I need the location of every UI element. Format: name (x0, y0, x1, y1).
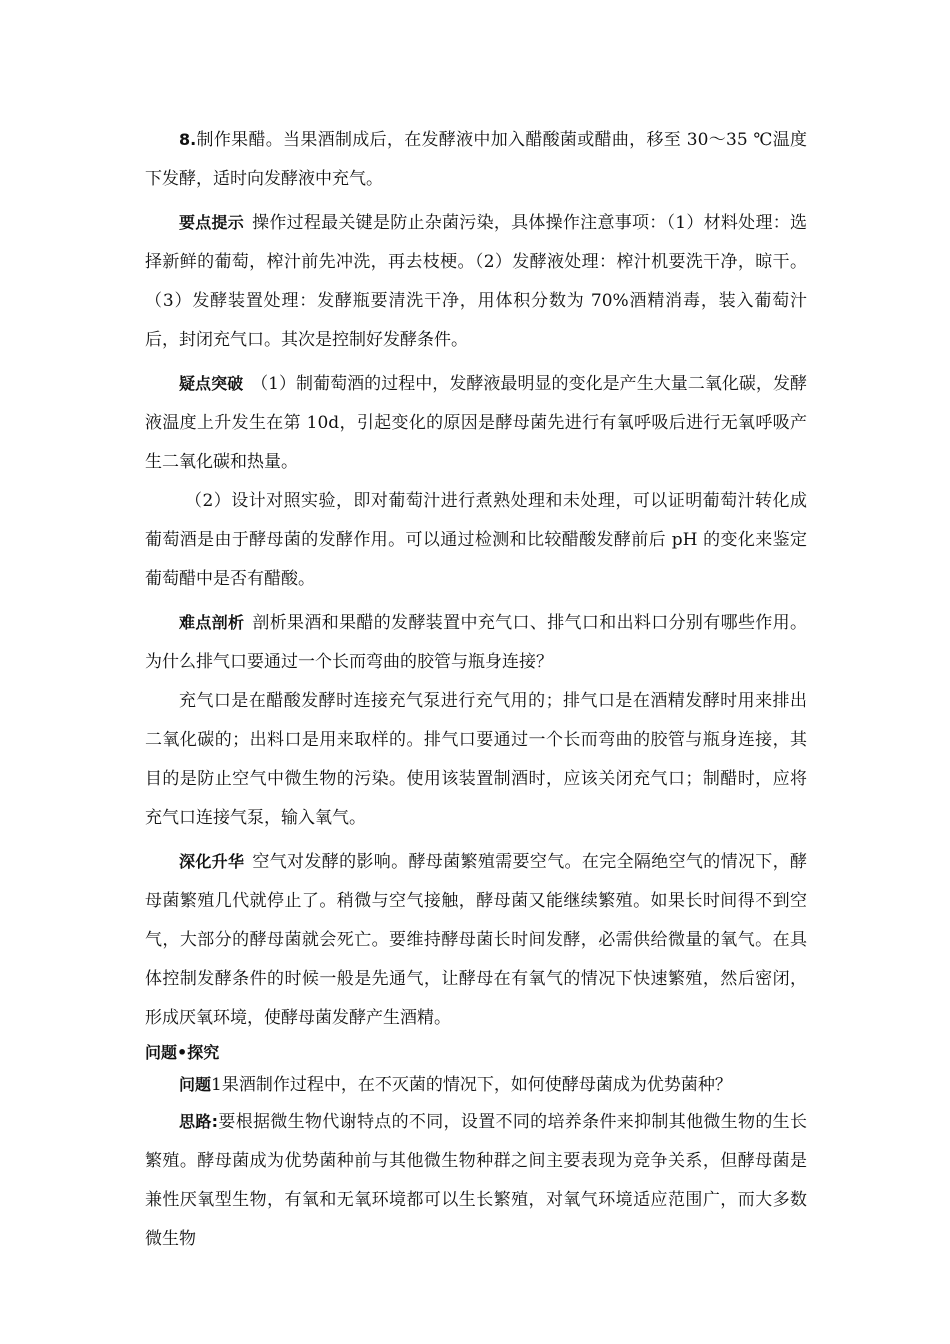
paragraph-doubts (145, 364, 807, 482)
step-8-text: 制作果醋。当果酒制成后，在发酵液中加入醋酸菌或醋曲，移至 30～35 ℃温度下发酵，适时向发酵液中充气。 (145, 130, 807, 189)
deepen-heading: 深化升华 (179, 852, 245, 871)
key-points-text: 操作过程最关键是防止杂菌污染，具体操作注意事项：（1）材料处理：选择新鲜的葡萄，榨汁前先冲洗，再去枝梗。（2）发酵液处理：榨汁机要洗干净，晾干。（3）发酵装置处理：发酵瓶要清洗干净，用体积分数为 70%酒精消毒，装入葡萄汁后，封闭充气口。其次是控制好发酵条件。 (145, 213, 807, 350)
difficulty-question: 剖析果酒和果醋的发酵装置中充气口、排气口和出料口分别有哪些作用。为什么排气口要通过一个长而弯曲的胶管与瓶身连接？ (145, 613, 807, 672)
paragraph-deepen (145, 842, 807, 1038)
thinking-text: 要根据微生物代谢特点的不同，设置不同的培养条件来抑制其他微生物的生长繁殖。酵母菌成为优势菌种前与其他微生物种群之间主要表现为竞争关系，但酵母菌是兼性厌氧型生物，有氧和无氧环境都可以生长繁殖，对氧气环境适应范围广，而大多数微生物 (145, 1112, 807, 1249)
paragraph-difficulty (145, 603, 807, 682)
question-1-heading: 问题 (179, 1075, 212, 1094)
paragraph-thinking (145, 1102, 807, 1259)
step-8-number: 8. (179, 130, 197, 149)
doubts-text-1: （1）制葡萄酒的过程中，发酵液最明显的变化是产生大量二氧化碳，发酵液温度上升发生在第 10d，引起变化的原因是酵母菌先进行有氧呼吸后进行无氧呼吸产生二氧化碳和热量。 (145, 374, 807, 472)
doubts-heading: 疑点突破 (179, 374, 244, 393)
doubts-text-2: （2）设计对照实验，即对葡萄汁进行煮熟处理和未处理，可以证明葡萄汁转化成葡萄酒是由于酵母菌的发酵作用。可以通过检测和比较醋酸发酵前后 pH 的变化来鉴定葡萄醋中是否有醋酸。 (145, 491, 807, 589)
paragraph-key-points (145, 203, 807, 360)
paragraph-step-8 (145, 120, 807, 199)
question-1-number: 1 (211, 1075, 222, 1095)
section-title: 问题•探究 (145, 1043, 220, 1062)
paragraph-doubts-2 (145, 482, 807, 599)
question-1-text: 果酒制作过程中，在不灭菌的情况下，如何使酵母菌成为优势菌种？ (221, 1075, 732, 1095)
difficulty-heading: 难点剖析 (179, 613, 245, 632)
difficulty-answer: 充气口是在醋酸发酵时连接充气泵进行充气用的；排气口是在酒精发酵时用来排出二氧化碳的；出料口是用来取样的。排气口要通过一个长而弯曲的胶管与瓶身连接，其目的是防止空气中微生物的污染。使用该装置制酒时，应该关闭充气口；制醋时，应将充气口连接气泵，输入氧气。 (145, 691, 807, 828)
paragraph-difficulty-answer (145, 682, 807, 838)
document-page (145, 120, 807, 1259)
deepen-text: 空气对发酵的影响。酵母菌繁殖需要空气。在完全隔绝空气的情况下，酵母菌繁殖几代就停止了。稍微与空气接触，酵母菌又能继续繁殖。如果长时间得不到空气，大部分的酵母菌就会死亡。要维持酵母菌长时间发酵，必需供给微量的氧气。在具体控制发酵条件的时候一般是先通气，让酵母在有氧气的情况下快速繁殖，然后密闭，形成厌氧环境，使酵母菌发酵产生酒精。 (145, 852, 807, 1028)
thinking-heading: 思路: (179, 1112, 219, 1131)
paragraph-question-1 (145, 1068, 807, 1102)
key-points-heading: 要点提示 (179, 213, 245, 232)
